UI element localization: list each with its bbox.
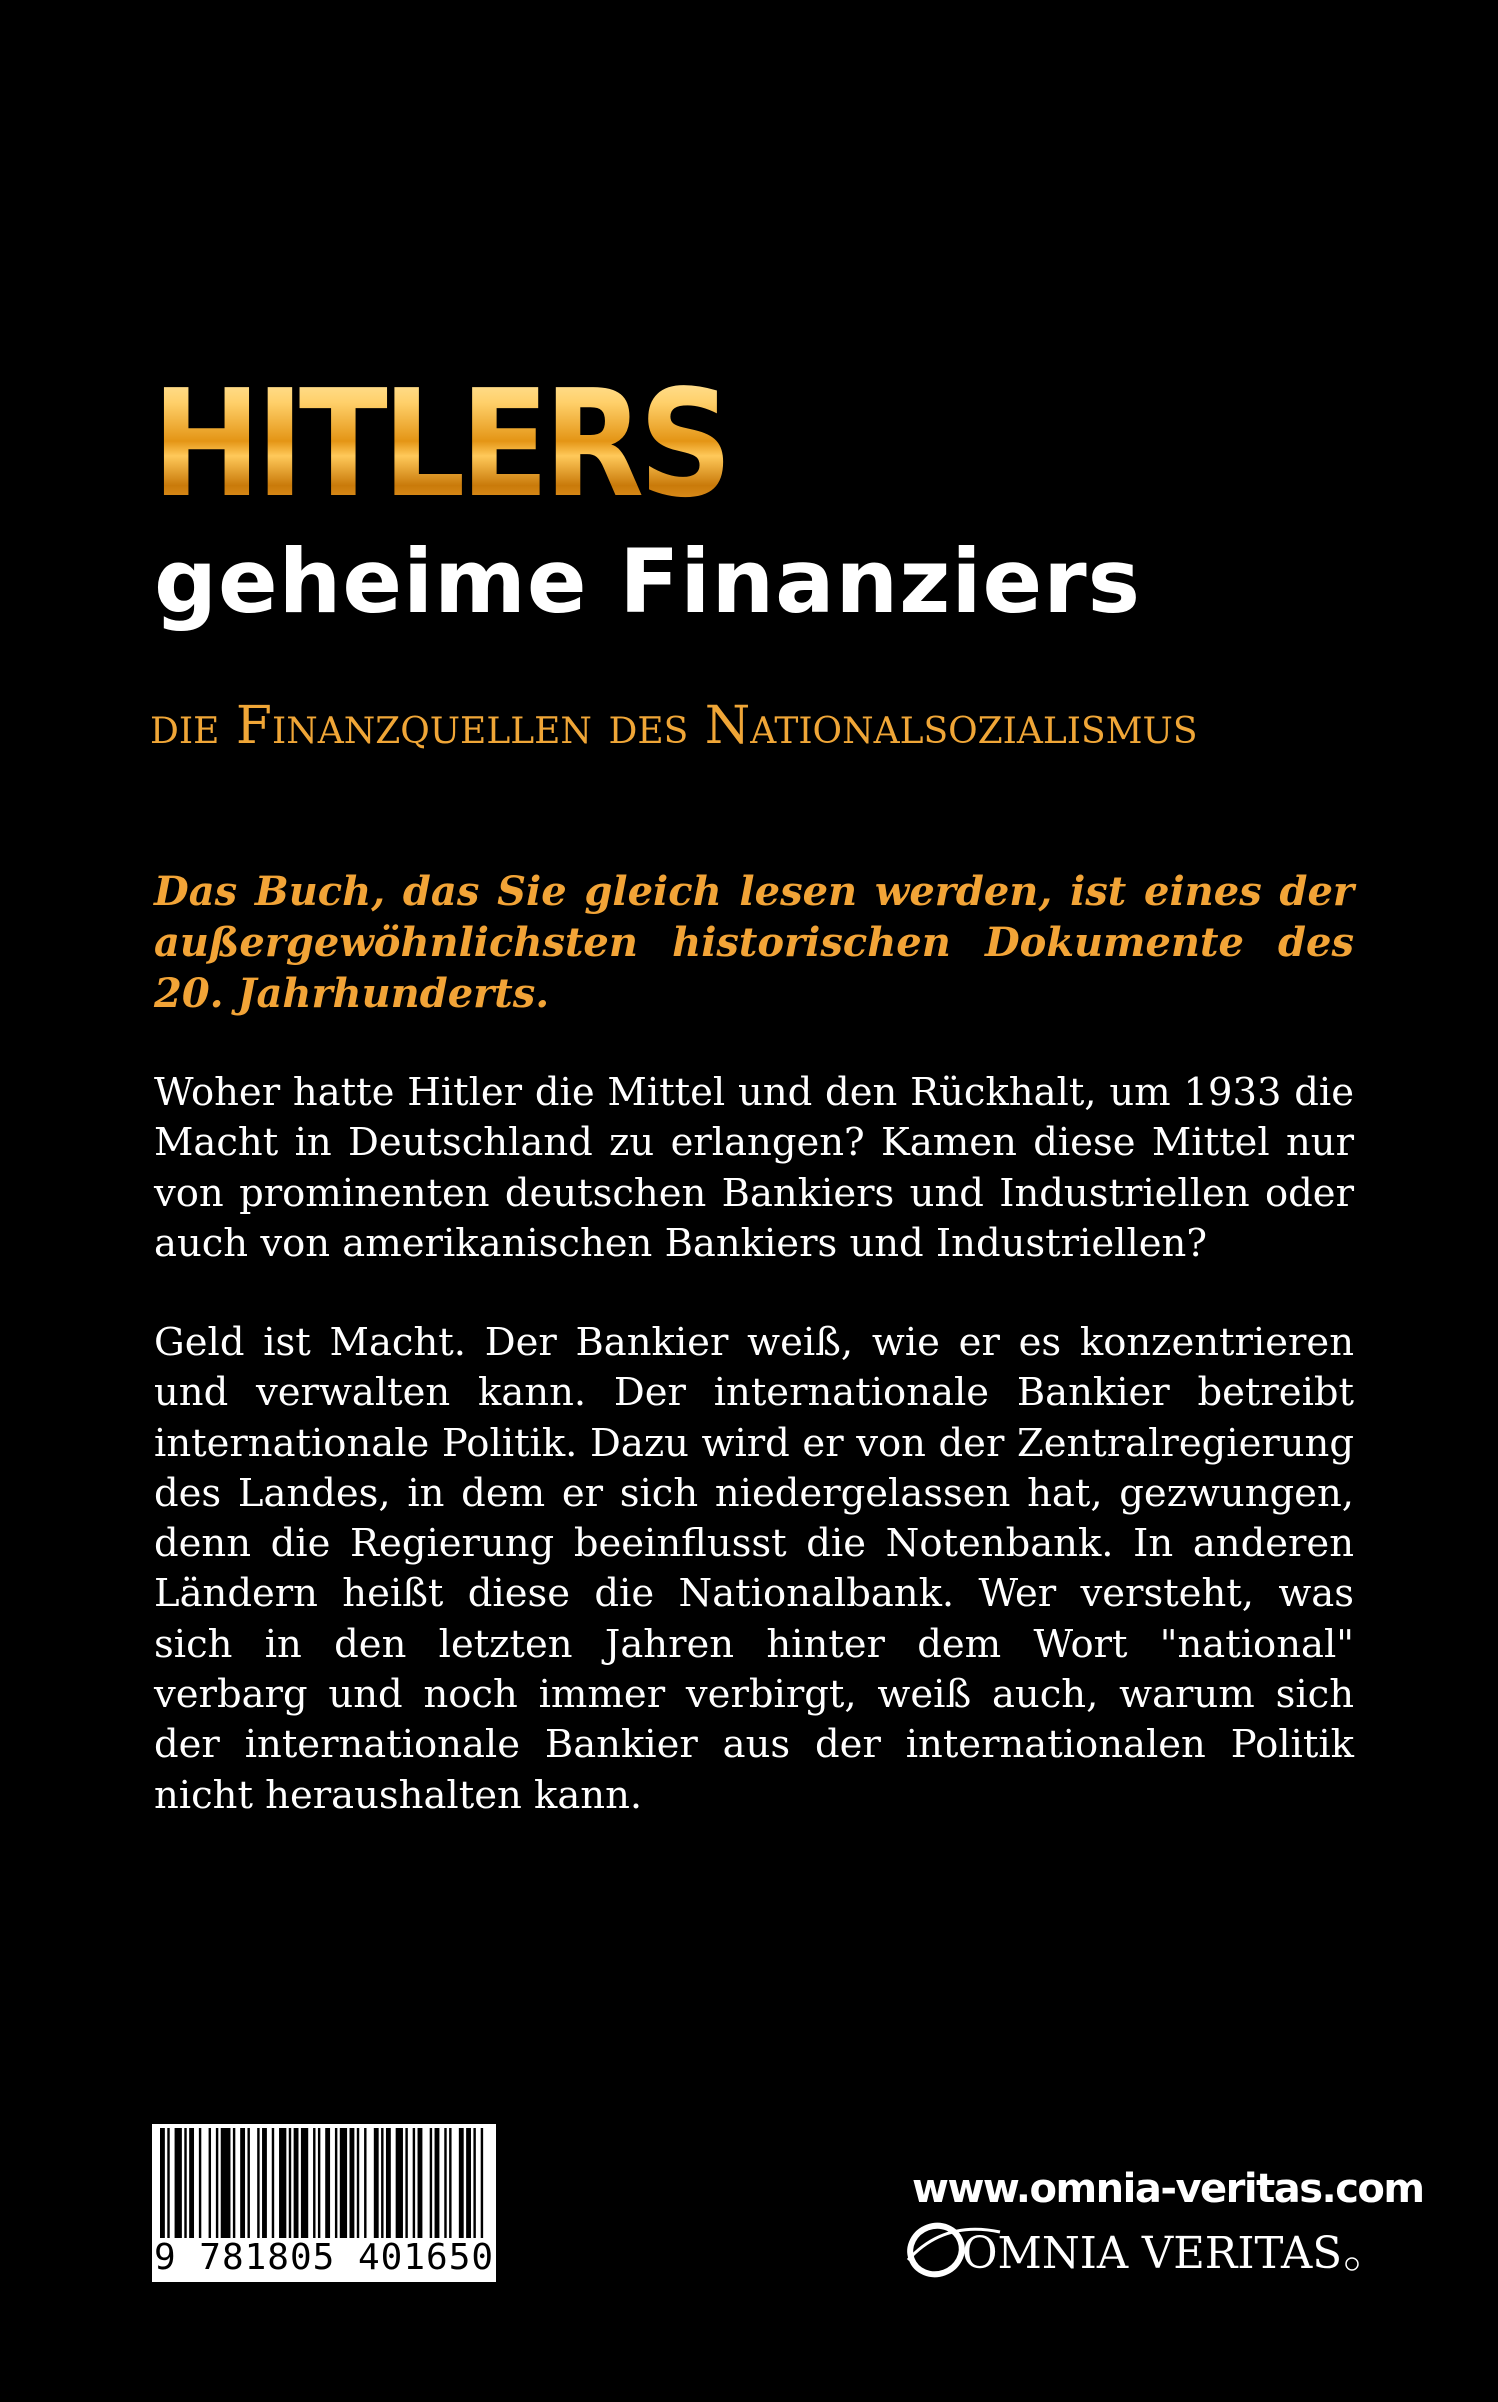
barcode-bar xyxy=(418,2128,423,2238)
barcode-bar xyxy=(294,2128,299,2238)
book-title-subline: geheime Finanziers xyxy=(154,530,1141,633)
barcode-bar xyxy=(340,2128,347,2238)
barcode-bar xyxy=(175,2128,182,2238)
barcode-bar xyxy=(435,2128,440,2238)
publisher-website: www.omnia-veritas.com xyxy=(912,2166,1424,2212)
barcode-bar xyxy=(279,2128,286,2238)
barcode-bar xyxy=(160,2128,165,2238)
barcode-bar xyxy=(209,2128,211,2238)
barcode-bar xyxy=(313,2128,315,2238)
barcode-bar xyxy=(262,2128,267,2238)
barcode-bar xyxy=(257,2128,259,2238)
barcode-bar xyxy=(386,2128,391,2238)
barcode-bar xyxy=(449,2128,451,2238)
barcode-bar xyxy=(240,2128,245,2238)
book-subtitle: die Finanzquellen des Nationalsozialismus xyxy=(150,696,1198,756)
barcode-bar xyxy=(374,2128,379,2238)
barcode-bar xyxy=(325,2128,330,2238)
publisher-logo xyxy=(904,2210,1364,2290)
barcode-bar xyxy=(413,2128,415,2238)
barcode-bar xyxy=(167,2128,169,2238)
isbn-barcode xyxy=(152,2124,496,2282)
barcode-bars-icon xyxy=(158,2128,490,2238)
barcode-bar xyxy=(459,2128,464,2238)
barcode-bar xyxy=(335,2128,337,2238)
barcode-number: 9 781805 401650 xyxy=(153,2237,495,2278)
barcode-bar xyxy=(247,2128,249,2238)
barcode-bar xyxy=(301,2128,308,2238)
barcode-bar xyxy=(289,2128,291,2238)
publisher-logo-text: OMNIA VERITAS xyxy=(962,2228,1342,2279)
body-paragraph-1: Woher hatte Hitler die Mittel und den Rückhalt, um 1933 die Macht in Deutschland zu erlangen? Kamen diese Mittel nur von prominenten deutschen Bankiers und Industriellen oder auch von amerikanischen Bankiers und Industriellen? xyxy=(154,1070,1354,1266)
barcode-bar xyxy=(396,2128,403,2238)
barcode-bar xyxy=(364,2128,366,2238)
registered-mark-icon xyxy=(1346,2258,1358,2270)
barcode-bar xyxy=(466,2128,471,2238)
barcode-bar xyxy=(233,2128,235,2238)
barcode-bar xyxy=(350,2128,355,2238)
barcode-bar xyxy=(430,2128,432,2238)
barcode-bar xyxy=(381,2128,383,2238)
barcode-bar xyxy=(444,2128,446,2238)
lead-text: Das Buch, das Sie gleich lesen werden, ist eines der außergewöhnlichsten historischen Dokumente des 20. Jahrhunderts. xyxy=(154,868,1354,1017)
barcode-bar xyxy=(189,2128,194,2238)
barcode-bar xyxy=(357,2128,359,2238)
barcode-bar xyxy=(405,2128,407,2238)
publisher-logo-o-swash-icon xyxy=(904,2219,969,2282)
barcode-bar xyxy=(318,2128,320,2238)
barcode-bar xyxy=(199,2128,201,2238)
barcode-bar xyxy=(216,2128,218,2238)
barcode-bar xyxy=(272,2128,274,2238)
body-paragraph-2: Geld ist Macht. Der Bankier weiß, wie er es konzentrieren und verwalten kann. Der internationale Bankier betreibt internationale Politik. Dazu wird er von der Zentralregierung des Landes, in dem er sich niedergelassen hat, gezwungen, denn die Regierung beeinflusst die Notenbank. In anderen Ländern heißt diese die Nationalbank. Wer versteht, was sich in den letzten Jahren hinter dem Wort "national" verbarg und noch immer verbirgt, weiß auch, warum sich der internationale Bankier aus der internationalen Politik nicht heraushalten kann. xyxy=(154,1320,1354,1818)
book-title-hitlers: HITLERS xyxy=(152,358,728,530)
barcode-bar xyxy=(184,2128,186,2238)
barcode-bar xyxy=(481,2128,483,2238)
barcode-bar xyxy=(221,2128,231,2238)
barcode-bar xyxy=(473,2128,475,2238)
